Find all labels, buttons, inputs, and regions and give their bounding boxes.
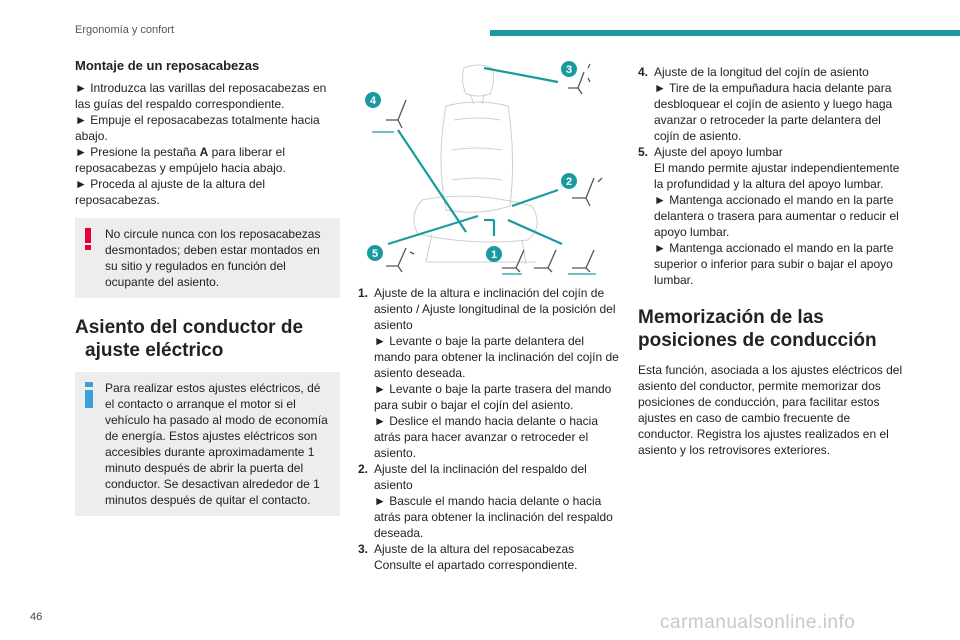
seat-adjustment-diagram <box>362 60 610 282</box>
callout-1 <box>486 246 502 262</box>
callout-4 <box>365 92 381 108</box>
callout-1-label: 1 <box>490 249 498 261</box>
callout-4-label: 4 <box>369 95 377 107</box>
warning-box <box>75 218 340 298</box>
list-item-3-step-1: Consulte el apartado correspondiente. <box>374 558 578 572</box>
list-item-2 <box>358 461 620 541</box>
section-title-memory: Memorización de las posiciones de conducción <box>638 307 877 351</box>
watermark-text: carmanualsonline.info <box>660 612 856 633</box>
headrest-step-1: ► Introduzca las varillas del reposacabezas en las guías del respaldo correspondiente. <box>75 81 327 111</box>
header-section-title: Ergonomía y confort <box>75 24 175 36</box>
memory-body-text: Esta función, asociada a los ajustes eléctricos del asiento del conductor, permite memorizar dos posiciones de conducción, para facilitar estos ajustes en caso de cambio frecuente de conductor. Registra los ajustes realizados en el asiento y los retrovisores exteriores. <box>638 363 903 457</box>
column-right <box>638 64 903 458</box>
list-item-5-step-1: El mando permite ajustar independientemente la profundidad y la altura del apoyo lumbar. <box>654 161 900 191</box>
callout-2-label: 2 <box>565 176 573 188</box>
list-item-5 <box>638 144 903 288</box>
headrest-step-4: ► Proceda al ajuste de la altura del reposacabezas. <box>75 177 265 207</box>
list-item-3 <box>358 541 620 573</box>
callout-2 <box>561 173 577 189</box>
list-item-2-title: Ajuste del la inclinación del respaldo del asiento <box>374 462 587 492</box>
callout-5-label: 5 <box>371 248 379 260</box>
headrest-step-3: ► Presione la pestaña A para liberar el reposacabezas y empújelo hacia abajo. <box>75 145 286 175</box>
list-item-1-number: 1. <box>358 286 369 300</box>
list-item-5-number: 5. <box>638 145 649 159</box>
warning-exclamation-icon <box>85 228 91 250</box>
info-box <box>75 372 340 516</box>
list-item-2-step-1: ► Bascule el mando hacia delante o hacia atrás para obtener la inclinación del respaldo deseada. <box>374 494 613 540</box>
column-left <box>75 58 340 516</box>
callout-3 <box>561 61 577 77</box>
list-item-4 <box>638 64 903 144</box>
list-item-4-step-1: ► Tire de la empuñadura hacia delante para desbloquear el cojín de asiento y luego haga avanzar o retroceder la parte delantera del cojín de asiento. <box>654 81 893 143</box>
warning-text: No circule nunca con los reposacabezas desmontados; deben estar montados en su sitio y regulados en función del ocupante del asiento. <box>105 227 321 289</box>
info-text: Para realizar estos ajustes eléctricos, dé el contacto o arranque el motor si el vehículo ha pasado al modo de economía de energía. Estos ajustes eléctricos son accesibles durante aproximadamente 1 minuto después de abrir la puerta del conductor. Se desactivan alrededor de 1 minutos después de quitar el contacto. <box>105 381 328 507</box>
list-item-1-step-1: ► Levante o baje la parte delantera del mando para obtener la inclinación del cojín de asiento deseada. <box>374 334 619 380</box>
list-item-1 <box>358 285 620 461</box>
headrest-heading: Montaje de un reposacabezas <box>75 58 260 73</box>
list-item-5-step-2: ► Mantenga accionado el mando en la parte delantera o trasera para aumentar o reducir el apoyo lumbar. <box>654 193 899 239</box>
header-accent-bar <box>490 30 960 36</box>
info-icon <box>85 382 93 408</box>
section-title-electric-seat: Asiento del conductor de ajuste eléctrico <box>75 317 304 361</box>
page-number: 46 <box>30 611 43 623</box>
list-item-4-title: Ajuste de la longitud del cojín de asiento <box>654 65 869 79</box>
list-item-5-title: Ajuste del apoyo lumbar <box>654 145 783 159</box>
list-item-1-title: Ajuste de la altura e inclinación del cojín de asiento / Ajuste longitudinal de la posición del asiento <box>374 286 616 332</box>
list-item-3-title: Ajuste de la altura del reposacabezas <box>374 542 575 556</box>
list-item-4-number: 4. <box>638 65 649 79</box>
list-item-1-step-3: ► Deslice el mando hacia delante o hacia atrás para hacer avanzar o retroceder el asiento. <box>374 414 599 460</box>
headrest-step-2: ► Empuje el reposacabezas totalmente hacia abajo. <box>75 113 320 143</box>
list-item-1-step-2: ► Levante o baje la parte trasera del mando para subir o bajar el cojín del asiento. <box>374 382 612 412</box>
column-middle <box>358 285 620 573</box>
callout-3-label: 3 <box>565 64 573 76</box>
list-item-2-number: 2. <box>358 462 369 476</box>
list-item-5-step-3: ► Mantenga accionado el mando en la parte superior o inferior para subir o bajar el apoyo lumbar. <box>654 241 894 287</box>
seat-illustration <box>414 65 537 264</box>
list-item-3-number: 3. <box>358 542 369 556</box>
callout-5 <box>367 245 383 261</box>
seat-icon-lumbar <box>386 248 414 272</box>
